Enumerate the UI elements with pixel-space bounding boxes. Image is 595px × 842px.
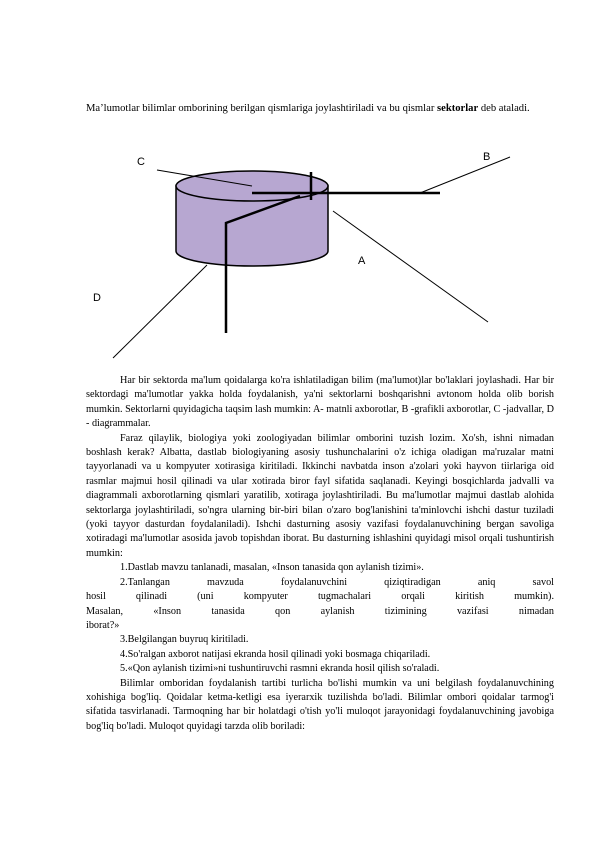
- intro-text-after: deb ataladi.: [478, 103, 530, 114]
- body-text: [86, 374, 554, 734]
- divider-b: [420, 157, 510, 193]
- intro-bold-term: sektorlar: [437, 103, 479, 114]
- sector-label-a: A: [358, 255, 366, 267]
- step-2-line-2: hosil qilinadi (uni kompyuter tugmachalari orqali kiritish mumkin).: [86, 591, 554, 603]
- sector-diagram: [0, 140, 595, 370]
- sector-label-b: B: [483, 151, 491, 163]
- step-2-line-4: iborat?»: [86, 619, 120, 631]
- step-4: 4.So'ralgan axborot natijasi ekranda hosil qilinadi yoki bosmaga chiqariladi.: [120, 648, 431, 660]
- step-3: 3.Belgilangan buyruq kiritiladi.: [120, 634, 249, 646]
- step-1: 1.Dastlab mavzu tanlanadi, masalan, «Inson tanasida qon aylanish tizimi».: [120, 562, 424, 574]
- paragraph-sectors: Har bir sektorda ma'lum qoidalarga ko'ra ishlatiladigan bilim (ma'lumot)lar bo'laklari joylashadi. Har bir sektordagi ma'lumotlar yakka holda foydalanish, ya'ni sektorlarni boshqarishni avtonom holda olib borish mumkin. Sektorlarni quyidagicha taqsim lash mumkin: A- matnli axborotlar, B -grafikli axborotlar, C -jadvallar, D - diagrammalar.: [86, 375, 554, 430]
- paragraph-example: Faraz qilaylik, biologiya yoki zoologiyadan bilimlar omborini tuzish lozim. Xo'sh, ishni nimadan boshlash kerak? Albatta, dastlab biologiyaning asosiy tushunchalarini o'z ichiga oladigan ma'ruzalar matni tayyorlanadi va u kompyuter xotirasiga kiritiladi. Ikkinchi navbatda inson a'zolari yoki hayvon tiirlariga oid rasmlar majmui hosil qilinadi va ular xotirada biror fayl sifatida saqlanadi. Keyingi bosqichlarda jadvalli va diagrammali axborotlarning qismlari yaratilib, xotiraga joylashtiriladi. Bu ma'lumotlar majmui dastlab alohida sektorlarga joylashtiriladi, so'ngra ularning bir-biri bilan o'zaro bog'lanishini ta'minlovchi ishchi dastur tuziladi (yoki tayyor dasturdan foydalaniladi). Ishchi dasturning asosiy vazifasi foydalanuvchining bergan savoliga xotiradagi ma'lumotlar asosida javob topishdan iborat. Bu dasturning ishlashini quyidagi misol orqali tushuntirish mumkin:: [86, 432, 554, 559]
- divider-d: [113, 265, 207, 358]
- sector-label-d: D: [93, 292, 101, 304]
- divider-a: [333, 211, 488, 322]
- step-2-line-3: Masalan, «Inson tanasida qon aylanish tizimining vazifasi nimadan: [86, 605, 554, 617]
- intro-text-before: Ma’lumotlar bilimlar omborining berilgan qismlariga joylashtiriladi va bu qismlar: [86, 103, 437, 114]
- sector-label-c: C: [137, 156, 145, 168]
- intro-paragraph: [86, 101, 554, 117]
- step-5: 5.«Qon aylanish tizimi»ni tushuntiruvchi rasmni ekranda hosil qilish so'raladi.: [120, 663, 440, 675]
- step-2-line-1: 2.Tanlangan mavzuda foydalanuvchini qiziqtiradigan aniq savol: [120, 576, 554, 588]
- paragraph-usage: Bilimlar omboridan foydalanish tartibi turlicha bo'lishi mumkin va uni belgilash foydalanuvchining xohishiga bog'liq. Qoidalar ketma-ketligi esa iyerarxik tuzilishda bo'ladi. Bilimlar ombori qoidalar tarmog'i sifatida tasvirlanadi. Tarmoqning har bir holatdagi o'tish yo'li muloqot jarayonidagi foydalanuvchining javobiga bog'liq bo'ladi. Muloqot quyidagi tarzda olib boriladi:: [86, 677, 554, 732]
